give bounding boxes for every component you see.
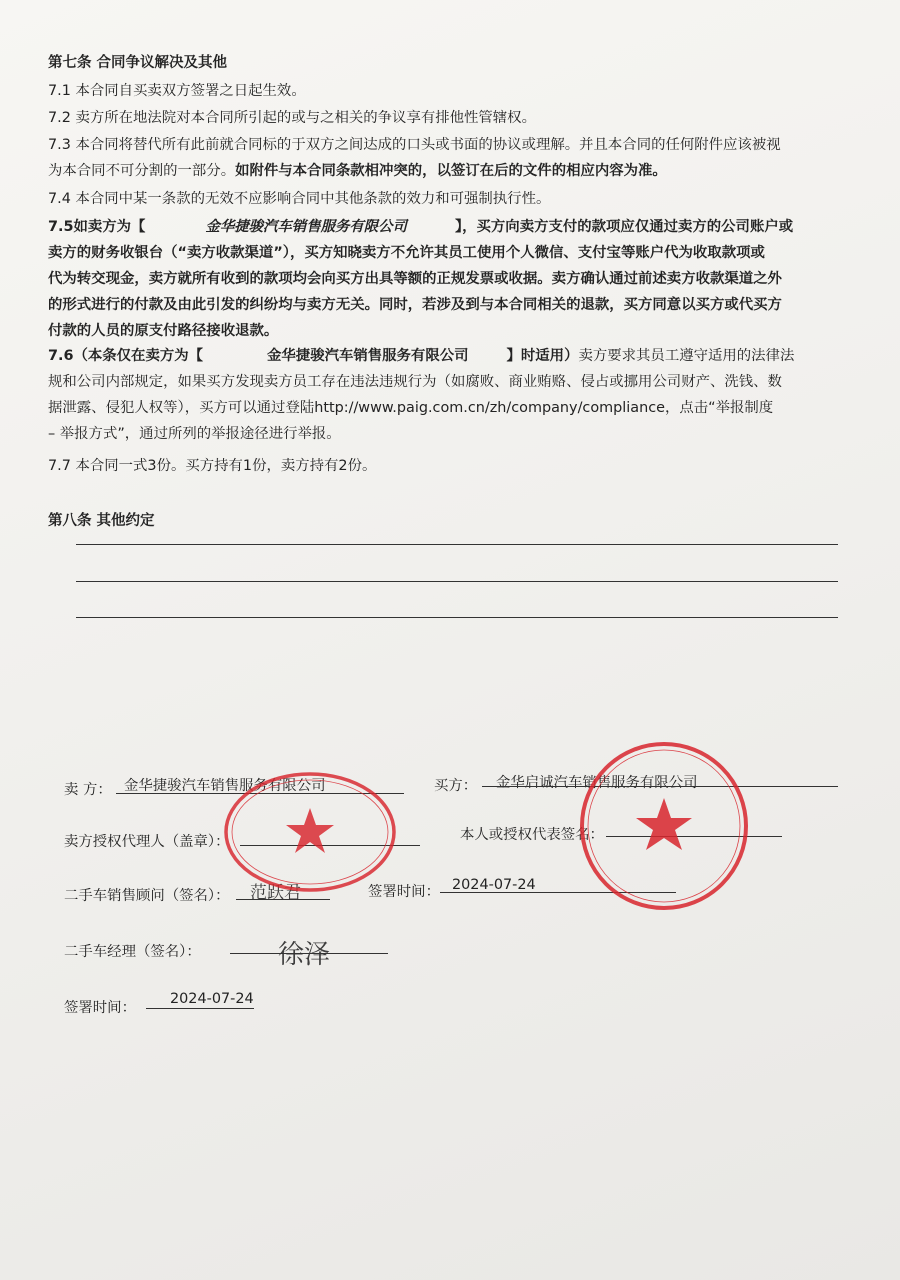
clause-7-3-line1: 7.3 本合同将替代所有此前就合同标的于双方之间达成的口头或书面的协议或理解。并且本合同的任何附件应该被视 [48,137,781,153]
clause-7-6-line1: 7.6（本条仅在卖方为【 金华捷骏汽车销售服务有限公司 】时适用）卖方要求其员工遵守适用的法律法 [48,348,795,364]
seller-label: 卖 方： [64,782,112,798]
clause-7-3-line2: 为本合同不可分割的一部分。如附件与本合同条款相冲突的，以签订在后的文件的相应内容为准。 [48,163,667,179]
seller-name: 金华捷骏汽车销售服务有限公司 [124,778,326,794]
buyer-date-label: 签署时间： [368,884,440,900]
consultant-line [236,899,330,900]
seller-agent-label: 卖方授权代理人（盖章）： [64,834,230,850]
manager-label: 二手车经理（签名）： [64,944,201,960]
clause-7-5-line5: 付款的人员的原支付路径接收退款。 [48,323,279,339]
clause-7-5-company: 金华捷骏汽车销售服务有限公司 [205,219,407,235]
seller-date: 2024-07-24 [170,991,254,1007]
clause-7-1: 7.1 本合同自买卖双方签署之日起生效。 [48,83,306,99]
clause-7-6-line3: 据泄露、侵犯人权等），买方可以通过登陆http://www.paig.com.cn/zh/company/compliance，点击“举报制度 [48,400,774,416]
seller-date-line [146,1008,254,1009]
clause-7-5-line3: 代为转交现金，卖方就所有收到的款项均会向买方出具等额的正规发票或收据。卖方确认通过前述卖方收款渠道之外 [48,271,782,287]
buyer-name: 金华启诚汽车销售服务有限公司 [496,775,698,791]
clause-7-7: 7.7 本合同一式3份。买方持有1份，卖方持有2份。 [48,458,377,474]
other-terms-line-1 [76,544,838,545]
buyer-date: 2024-07-24 [452,877,536,893]
section7-title: 第七条 合同争议解决及其他 [48,55,228,71]
buyer-label: 买方： [434,778,478,794]
manager-line [230,953,388,954]
clause-7-5-line4: 的形式进行的付款及由此引发的纠纷均与卖方无关。同时，若涉及到与本合同相关的退款，买方同意以买方或代买方 [48,297,782,313]
clause-7-6-line4: – 举报方式”，通过所列的举报途径进行举报。 [48,426,341,442]
clause-7-6-line2: 规和公司内部规定，如果买方发现卖方员工存在违法违规行为（如腐败、商业贿赂、侵占或挪用公司财产、洗钱、数 [48,374,782,390]
seller-company-seal [222,770,398,894]
clause-7-5-line1: 7.5如卖方为【 金华捷骏汽车销售服务有限公司 】，买方向卖方支付的款项应仅通过卖方的公司账户或 [48,219,794,235]
clause-7-2: 7.2 卖方所在地法院对本合同所引起的或与之相关的争议享有排他性管辖权。 [48,110,536,126]
section8-title: 第八条 其他约定 [48,513,155,529]
consultant-label: 二手车销售顾问（签名）： [64,888,230,904]
consultant-signature: 范跃君 [250,883,301,903]
other-terms-line-2 [76,581,838,582]
clause-7-4: 7.4 本合同中某一条款的无效不应影响合同中其他条款的效力和可强制执行性。 [48,191,551,207]
clause-7-5-line2: 卖方的财务收银台（“卖方收款渠道”），买方知晓卖方不允许其员工使用个人微信、支付宝等账户代为收取款项或 [48,245,765,261]
buyer-company-seal [578,740,750,912]
seller-date-label: 签署时间： [64,1000,136,1016]
clause-7-6-company: 金华捷骏汽车销售服务有限公司 [267,348,469,364]
buyer-rep-label: 本人或授权代表签名： [460,827,604,843]
other-terms-line-3 [76,617,838,618]
manager-signature: 徐泽 [278,940,331,970]
